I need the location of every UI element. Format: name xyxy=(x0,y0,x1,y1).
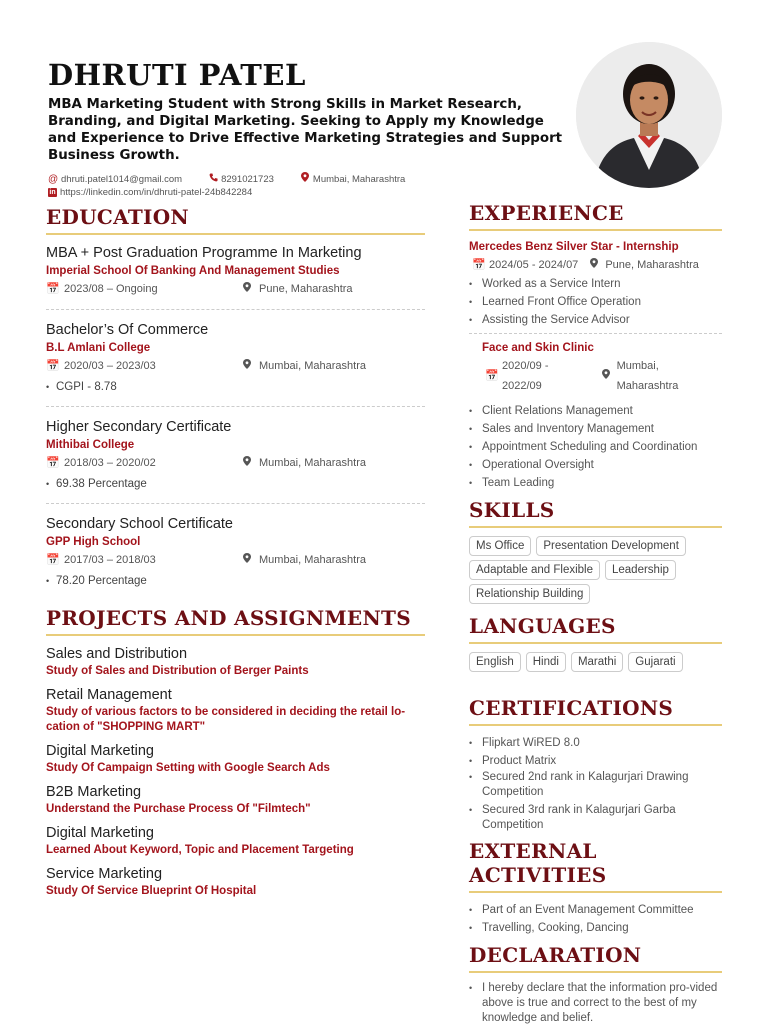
phone-icon xyxy=(208,173,218,186)
project-item xyxy=(46,644,425,679)
company-name: Mercedes Benz Silver Star - Internship xyxy=(469,241,679,253)
grade-note: • CGPI - 8.78 xyxy=(46,378,425,396)
location: Pune, Maharashtra xyxy=(605,259,699,271)
project-title: Retail Management xyxy=(46,687,172,703)
education-item xyxy=(46,514,425,600)
calendar-icon: 📅 xyxy=(485,370,499,382)
experience-bullet: • Client Relations Management xyxy=(469,402,722,420)
email-contact[interactable] xyxy=(48,173,182,186)
left-column xyxy=(46,205,425,905)
experience-bullet: • Worked as a Service Intern xyxy=(469,275,722,293)
dates: 2017/03 – 2018/03 xyxy=(64,554,156,566)
project-desc: Study Of Campaign Setting with Google Search Ads xyxy=(46,762,330,774)
skill-tag: Ms Office xyxy=(469,536,531,556)
education-meta xyxy=(46,356,425,376)
school-name: Mithibai College xyxy=(46,439,135,451)
grade-note: • 78.20 Percentage xyxy=(46,572,425,590)
calendar-icon: 📅 xyxy=(46,457,60,469)
phone-text: 8291021723 xyxy=(221,173,274,185)
project-desc: Understand the Purchase Process Of "Filmtech" xyxy=(46,803,311,815)
education-meta xyxy=(46,279,425,299)
certifications-heading: CERTIFICATIONS xyxy=(469,696,722,726)
experience-bullet: • Sales and Inventory Management xyxy=(469,420,722,438)
degree-title: MBA + Post Graduation Programme In Marketing xyxy=(46,245,362,261)
degree-title: Bachelor’s Of Commerce xyxy=(46,322,209,338)
activity-item: • Travelling, Cooking, Dancing xyxy=(469,919,722,937)
external-activities-heading: EXTERNAL ACTIVITIES xyxy=(469,839,722,893)
at-icon: @ xyxy=(48,173,59,185)
skills-heading: SKILLS xyxy=(469,498,722,528)
project-item xyxy=(46,782,425,817)
contact-info xyxy=(48,172,568,199)
dates: 2018/03 – 2020/02 xyxy=(64,457,156,469)
resume-header xyxy=(48,58,568,199)
education-heading: EDUCATION xyxy=(46,205,425,235)
map-pin-icon xyxy=(241,453,253,473)
location: Pune, Maharashtra xyxy=(259,283,353,295)
experience-meta xyxy=(469,255,722,275)
map-pin-icon xyxy=(588,255,600,275)
project-title: B2B Marketing xyxy=(46,784,142,800)
dates: 2020/03 – 2023/03 xyxy=(64,360,156,372)
projects-heading: PROJECTS AND ASSIGNMENTS xyxy=(46,606,425,636)
project-desc: Study of Sales and Distribution of Berger Paints xyxy=(46,665,309,677)
profile-photo xyxy=(576,42,722,188)
project-item xyxy=(46,741,425,776)
school-name: Imperial School Of Banking And Management Studies xyxy=(46,265,340,277)
language-tag: Marathi xyxy=(571,652,623,672)
experience-item xyxy=(469,239,722,329)
project-item xyxy=(46,685,425,735)
dates: 2024/05 - 2024/07 xyxy=(489,259,579,271)
project-item xyxy=(46,864,425,899)
certification-item: • Product Matrix xyxy=(469,752,722,770)
activity-item: • Part of an Event Management Committee xyxy=(469,901,722,919)
languages-list xyxy=(469,652,722,676)
map-pin-icon xyxy=(300,172,310,186)
school-name: B.L Amlani College xyxy=(46,342,151,354)
calendar-icon: 📅 xyxy=(46,283,60,295)
skill-tag: Presentation Development xyxy=(536,536,686,556)
calendar-icon: 📅 xyxy=(46,360,60,372)
education-meta xyxy=(46,453,425,473)
location: Mumbai, Maharashtra xyxy=(616,360,679,392)
map-pin-icon xyxy=(241,356,253,376)
project-desc: Study of various factors to be considered in deciding the retail lo-cation of "SHOPPING MART" xyxy=(46,706,406,733)
grade-note: • 69.38 Percentage xyxy=(46,475,425,493)
phone-contact[interactable] xyxy=(208,173,274,186)
education-item xyxy=(46,320,425,407)
experience-meta xyxy=(469,356,722,396)
project-item xyxy=(46,823,425,858)
candidate-name: DHRUTI PATEL xyxy=(48,58,306,92)
experience-bullet: • Operational Oversight xyxy=(469,456,722,474)
map-pin-icon xyxy=(241,279,253,299)
map-pin-icon xyxy=(600,366,612,386)
language-tag: Gujarati xyxy=(628,652,682,672)
linkedin-contact[interactable] xyxy=(48,186,252,199)
experience-item xyxy=(469,333,722,492)
degree-title: Higher Secondary Certificate xyxy=(46,419,232,435)
location-contact xyxy=(300,172,405,186)
project-title: Digital Marketing xyxy=(46,743,154,759)
language-tag: Hindi xyxy=(526,652,566,672)
declaration-text: • I hereby declare that the information pro-vided above is true and correct to the best of my knowledge and belief. xyxy=(469,981,722,1024)
experience-heading: EXPERIENCE xyxy=(469,201,722,231)
project-title: Service Marketing xyxy=(46,866,163,882)
dates: 2023/08 – Ongoing xyxy=(64,283,158,295)
linkedin-icon: in xyxy=(49,189,56,196)
location: Mumbai, Maharashtra xyxy=(259,554,366,566)
linkedin-text: https://linkedin.com/in/dhruti-patel-24b842284 xyxy=(60,187,253,198)
company-name: Face and Skin Clinic xyxy=(482,342,594,354)
project-desc: Study Of Service Blueprint Of Hospital xyxy=(46,885,257,897)
degree-title: Secondary School Certificate xyxy=(46,516,233,532)
certification-item: • Flipkart WiRED 8.0 xyxy=(469,734,722,752)
certification-item: • Secured 2nd rank in Kalagurjari Drawing Competition xyxy=(469,770,722,800)
language-tag: English xyxy=(469,652,521,672)
summary-text: MBA Marketing Student with Strong Skills in Market Research, Branding, and Digital Marketing. Seeking to Apply my Knowledge and Experience to Drive Effective Marketing Strategies and Support Business Growth. xyxy=(48,97,563,163)
experience-bullet: • Assisting the Service Advisor xyxy=(469,311,722,329)
dates: 2020/09 - 2022/09 xyxy=(502,360,549,392)
school-name: GPP High School xyxy=(46,536,141,548)
education-item xyxy=(46,243,425,310)
email-text: dhruti.patel1014@gmail.com xyxy=(61,173,183,185)
location-text: Mumbai, Maharashtra xyxy=(312,173,406,185)
project-title: Digital Marketing xyxy=(46,825,154,841)
skill-tag: Leadership xyxy=(605,560,676,580)
skill-tag: Adaptable and Flexible xyxy=(469,560,600,580)
education-item xyxy=(46,417,425,504)
experience-bullet: • Learned Front Office Operation xyxy=(469,293,722,311)
skill-tag: Relationship Building xyxy=(469,584,590,604)
calendar-icon: 📅 xyxy=(472,259,486,271)
location: Mumbai, Maharashtra xyxy=(259,457,366,469)
right-column xyxy=(469,201,722,1024)
project-desc: Learned About Keyword, Topic and Placement Targeting xyxy=(46,844,354,856)
map-pin-icon xyxy=(241,550,253,570)
location: Mumbai, Maharashtra xyxy=(259,360,366,372)
experience-bullet: • Team Leading xyxy=(469,474,722,492)
declaration-heading: DECLARATION xyxy=(469,943,722,973)
project-title: Sales and Distribution xyxy=(46,646,188,662)
skills-list xyxy=(469,536,722,608)
calendar-icon: 📅 xyxy=(46,554,60,566)
experience-bullet: • Appointment Scheduling and Coordination xyxy=(469,438,722,456)
certification-item: • Secured 3rd rank in Kalagurjari Garba Competition xyxy=(469,803,722,833)
languages-heading: LANGUAGES xyxy=(469,614,722,644)
education-meta xyxy=(46,550,425,570)
